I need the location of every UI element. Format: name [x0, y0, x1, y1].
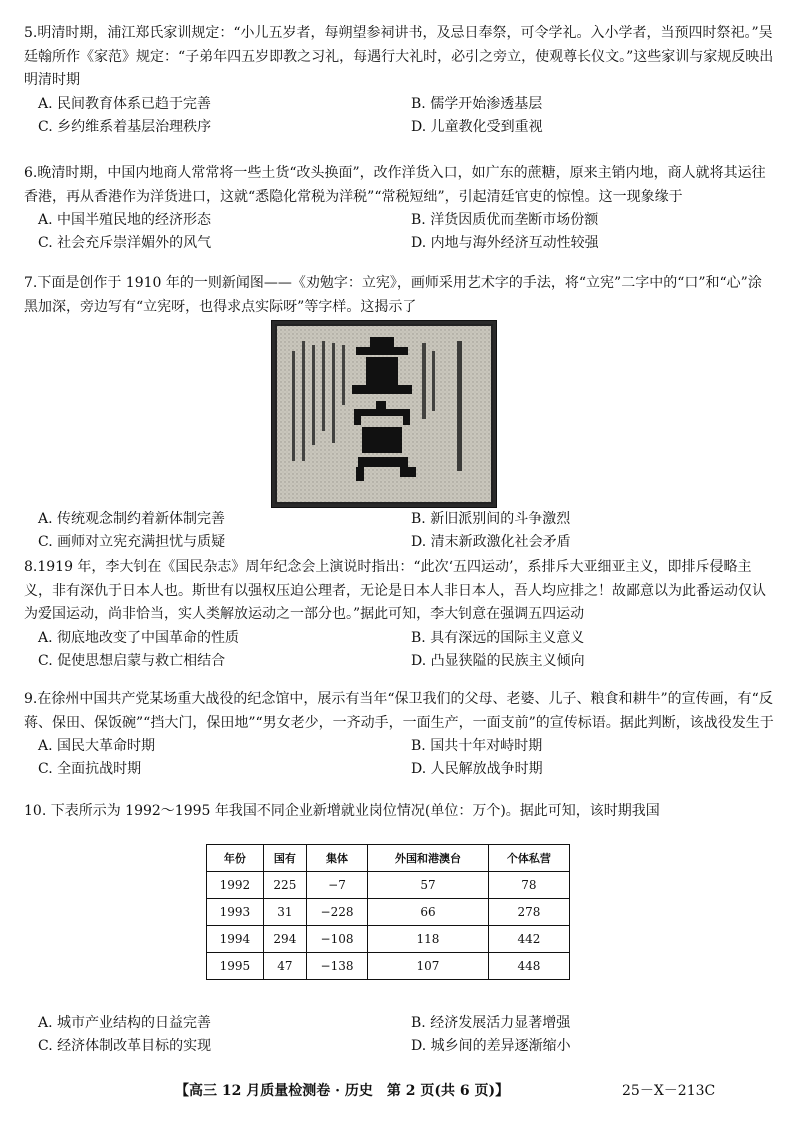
table-row	[207, 953, 570, 980]
question-10-options	[24, 1012, 774, 1058]
table-cell: 31	[263, 899, 306, 926]
table-row	[207, 926, 570, 953]
option-a[interactable]: A. 国民大革命时期	[38, 738, 156, 754]
options	[24, 1012, 774, 1058]
question-7	[24, 272, 774, 319]
question-stem: 6.晚清时期，中国内地商人常常将一些土货“改头换面”，改作洋货入口，如广东的蔗糖，原来主销内地，商人就将其运往香港，再从香港作为洋货进口，这就“悉隐化常税为洋税”“常税短绌”，引起清廷官吏的惊惶。这一现象缘于	[24, 165, 766, 205]
table-cell: 118	[368, 926, 489, 953]
table-row	[207, 899, 570, 926]
table-cell: −228	[306, 899, 367, 926]
option-b[interactable]: B. 洋货因质优而垄断市场份额	[411, 212, 599, 228]
option-c[interactable]: C. 全面抗战时期	[38, 761, 142, 777]
option-a[interactable]: A. 传统观念制约着新体制完善	[38, 511, 226, 527]
table-header: 集体	[306, 845, 367, 872]
news-illustration-svg	[272, 321, 496, 507]
table-cell: −138	[306, 953, 367, 980]
question-8	[24, 556, 774, 673]
footer-code: 25－X－213C	[622, 1083, 716, 1099]
option-b[interactable]: B. 国共十年对峙时期	[411, 738, 543, 754]
table-cell: 1993	[207, 899, 264, 926]
question-5	[24, 22, 774, 139]
option-c[interactable]: C. 画师对立宪充满担忧与质疑	[38, 534, 226, 550]
footer-title: 【高三 12 月质量检测卷 · 历史 第 2 页(共 6 页)】	[175, 1083, 510, 1099]
option-d[interactable]: D. 凸显狭隘的民族主义倾向	[411, 652, 585, 669]
table-header: 年份	[207, 845, 264, 872]
question-stem: 10. 下表所示为 1992～1995 年我国不同企业新增就业岗位情况(单位：万个)。据此可知，该时期我国	[24, 803, 660, 819]
option-a[interactable]: A. 中国半殖民地的经济形态	[38, 212, 212, 228]
table-header: 外国和港澳台	[368, 845, 489, 872]
option-a[interactable]: A. 彻底地改变了中国革命的性质	[38, 629, 240, 646]
option-c[interactable]: C. 促使思想启蒙与救亡相结合	[38, 652, 226, 669]
employment-table	[206, 844, 570, 980]
options	[24, 627, 774, 673]
table-cell: 442	[488, 926, 569, 953]
options	[24, 735, 774, 781]
option-c[interactable]: C. 社会充斥崇洋媚外的风气	[38, 235, 212, 251]
option-b[interactable]: B. 具有深远的国际主义意义	[411, 629, 585, 646]
question-6	[24, 162, 774, 255]
option-b[interactable]: B. 经济发展活力显著增强	[411, 1015, 571, 1031]
option-d[interactable]: D. 人民解放战争时期	[411, 761, 543, 777]
option-a[interactable]: A. 民间教育体系已趋于完善	[38, 95, 212, 112]
table-cell: 278	[488, 899, 569, 926]
table-cell: −7	[306, 872, 367, 899]
option-b[interactable]: B. 儒学开始渗透基层	[411, 95, 543, 112]
question-stem: 9.在徐州中国共产党某场重大战役的纪念馆中，展示有当年“保卫我们的父母、老婆、儿子、粮食和耕牛”的宣传画，有“反蒋、保田、保饭碗”“挡大门，保田地”“男女老少，一齐动手，一面生产，一面支前”的宣传标语。据此判断，该战役发生于	[24, 691, 774, 731]
table-header: 个体私营	[488, 845, 569, 872]
table-header-row	[207, 845, 570, 872]
table-cell: 225	[263, 872, 306, 899]
option-b[interactable]: B. 新旧派别间的斗争激烈	[411, 511, 571, 527]
option-d[interactable]: D. 清末新政激化社会矛盾	[411, 534, 571, 550]
options	[24, 209, 774, 255]
table-cell: 107	[368, 953, 489, 980]
table-cell: 78	[488, 872, 569, 899]
table-cell: 1994	[207, 926, 264, 953]
question-stem: 8.1919 年，李大钊在《国民杂志》周年纪念会上演说时指出：“此次‘五四运动’，系排斥大亚细亚主义，即排斥侵略主义，非有深仇于日本人也。斯世有以强权压迫公理者，无论是日本人非日本人，吾人均应排之！故鄙意以为此番运动仅认为爱国运动，尚非恰当，实人类解放运动之一部分也。”据此可知，李大钊意在强调五四运动	[24, 559, 766, 622]
table-cell: 448	[488, 953, 569, 980]
question-10	[24, 800, 774, 824]
table-cell: 1992	[207, 872, 264, 899]
question-7-options	[24, 508, 774, 554]
option-a[interactable]: A. 城市产业结构的日益完善	[38, 1015, 212, 1031]
options	[24, 93, 774, 139]
option-d[interactable]: D. 内地与海外经济互动性较强	[411, 235, 599, 251]
table-cell: 47	[263, 953, 306, 980]
question-stem: 5.明清时期，浦江郑氏家训规定：“小儿五岁者，每朔望参祠讲书，及忌日奉祭，可令学礼。入小学者，当预四时祭祀。”吴廷翰所作《家范》规定：“子弟年四五岁即教之习礼，每遇行大礼时，必引之旁立，使观尊长仪文。”这些家训与家规反映出明清时期	[24, 25, 774, 88]
news-illustration	[271, 320, 497, 508]
option-c[interactable]: C. 经济体制改革目标的实现	[38, 1038, 212, 1054]
table-header: 国有	[263, 845, 306, 872]
question-stem: 7.下面是创作于 1910 年的一则新闻图——《劝勉字：立宪》，画师采用艺术字的手法，将“立宪”二字中的“口”和“心”涂黑加深，旁边写有“立宪呀，也得求点实际呀”等字样。这揭示了	[24, 275, 762, 315]
question-9	[24, 688, 774, 781]
table-cell: 66	[368, 899, 489, 926]
table-row	[207, 872, 570, 899]
options	[24, 508, 774, 554]
table-cell: 294	[263, 926, 306, 953]
option-d[interactable]: D. 城乡间的差异逐渐缩小	[411, 1038, 571, 1054]
table-cell: 1995	[207, 953, 264, 980]
option-c[interactable]: C. 乡约维系着基层治理秩序	[38, 118, 212, 135]
table-cell: 57	[368, 872, 489, 899]
option-d[interactable]: D. 儿童教化受到重视	[411, 118, 543, 135]
table-cell: −108	[306, 926, 367, 953]
